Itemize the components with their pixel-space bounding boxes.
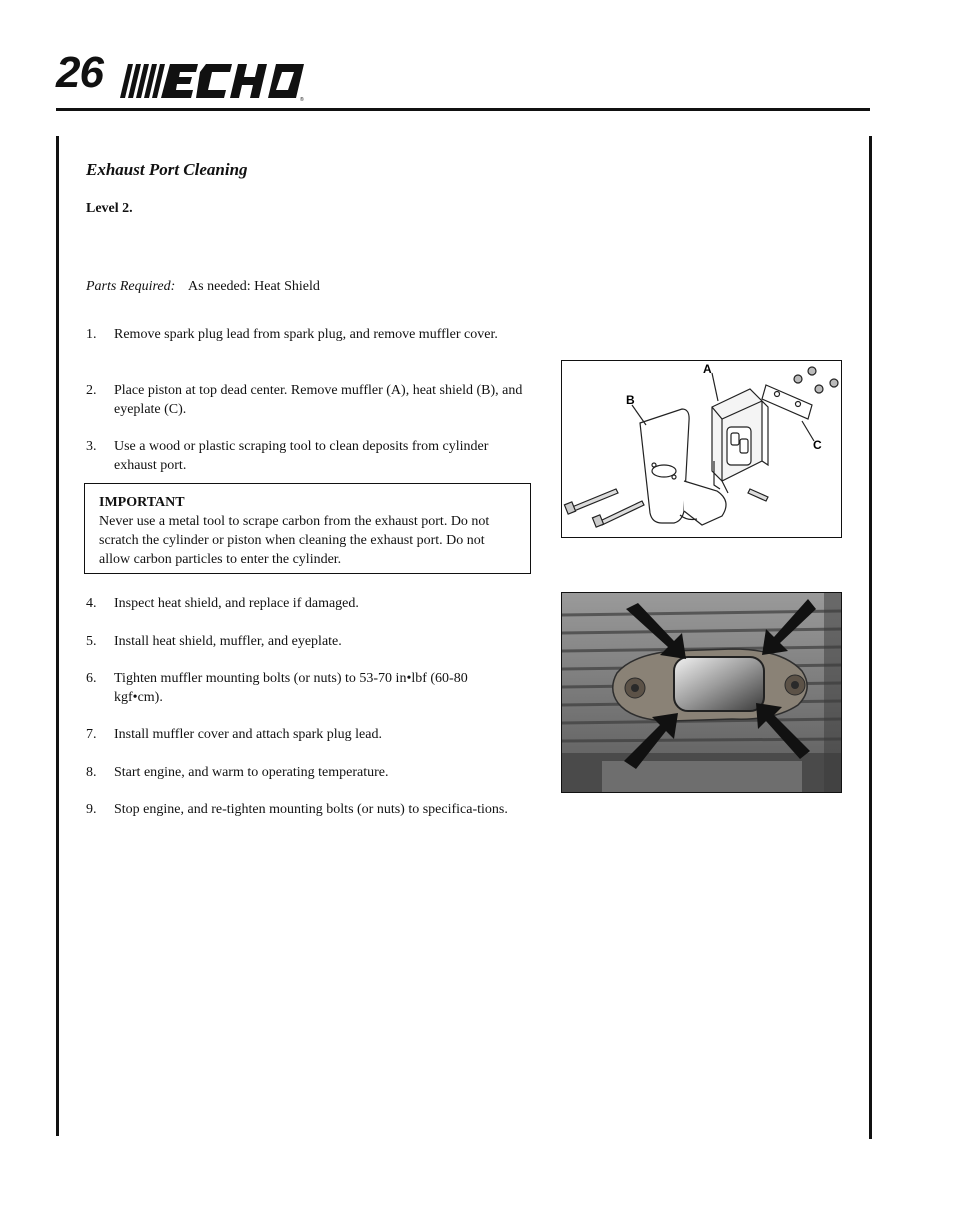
step-text: Remove spark plug lead from spark plug, and remove muffler cover. [114, 327, 498, 342]
section-title: Exhaust Port Cleaning [86, 160, 248, 179]
callout-a: A [703, 362, 712, 376]
step-text: Tighten muffler mounting bolts (or nuts) to 53-70 in•lbf (60-80 kgf•cm). [114, 671, 468, 705]
step-number: 4. [86, 596, 97, 611]
important-title: IMPORTANT [99, 495, 185, 510]
muffler-exploded-diagram [561, 360, 842, 538]
step-number: 3. [86, 439, 97, 454]
svg-text:®: ® [300, 97, 304, 102]
important-text: Never use a metal tool to scrape carbon from the exhaust port. Do not scratch the cylinder or piston when cleaning the exhaust port. Do not allow carbon particles to enter the cylinder. [99, 514, 490, 567]
step-number: 1. [86, 327, 97, 342]
step-number: 2. [86, 383, 97, 398]
exhaust-port-photo [561, 592, 842, 793]
right-margin-rule [869, 136, 872, 1139]
level-label: Level 2. [86, 201, 133, 216]
step-text: Install muffler cover and attach spark plug lead. [114, 727, 382, 742]
step-text: Stop engine, and re-tighten mounting bolts (or nuts) to specifica-tions. [114, 802, 508, 817]
step-text: Use a wood or plastic scraping tool to clean deposits from cylinder exhaust port. [114, 439, 489, 473]
important-notice [84, 483, 531, 574]
parts-required-value: As needed: Heat Shield [188, 279, 320, 294]
step-text: Place piston at top dead center. Remove muffler (A), heat shield (B), and eyeplate (C). [114, 383, 523, 417]
step-text: Start engine, and warm to operating temperature. [114, 765, 389, 780]
step-number: 9. [86, 802, 97, 817]
page-number: 26 [56, 48, 103, 97]
callout-c: C [813, 438, 822, 452]
echo-logo [120, 62, 310, 102]
step-number: 7. [86, 727, 97, 742]
step-text: Inspect heat shield, and replace if damaged. [114, 596, 359, 611]
callout-b: B [626, 393, 635, 407]
step-text: Install heat shield, muffler, and eyeplate. [114, 634, 342, 649]
header-rule [56, 108, 870, 111]
step-number: 8. [86, 765, 97, 780]
parts-required [86, 279, 320, 295]
parts-required-label: Parts Required: [86, 279, 176, 294]
left-margin-rule [56, 136, 59, 1136]
step-number: 6. [86, 671, 97, 686]
step-number: 5. [86, 634, 97, 649]
